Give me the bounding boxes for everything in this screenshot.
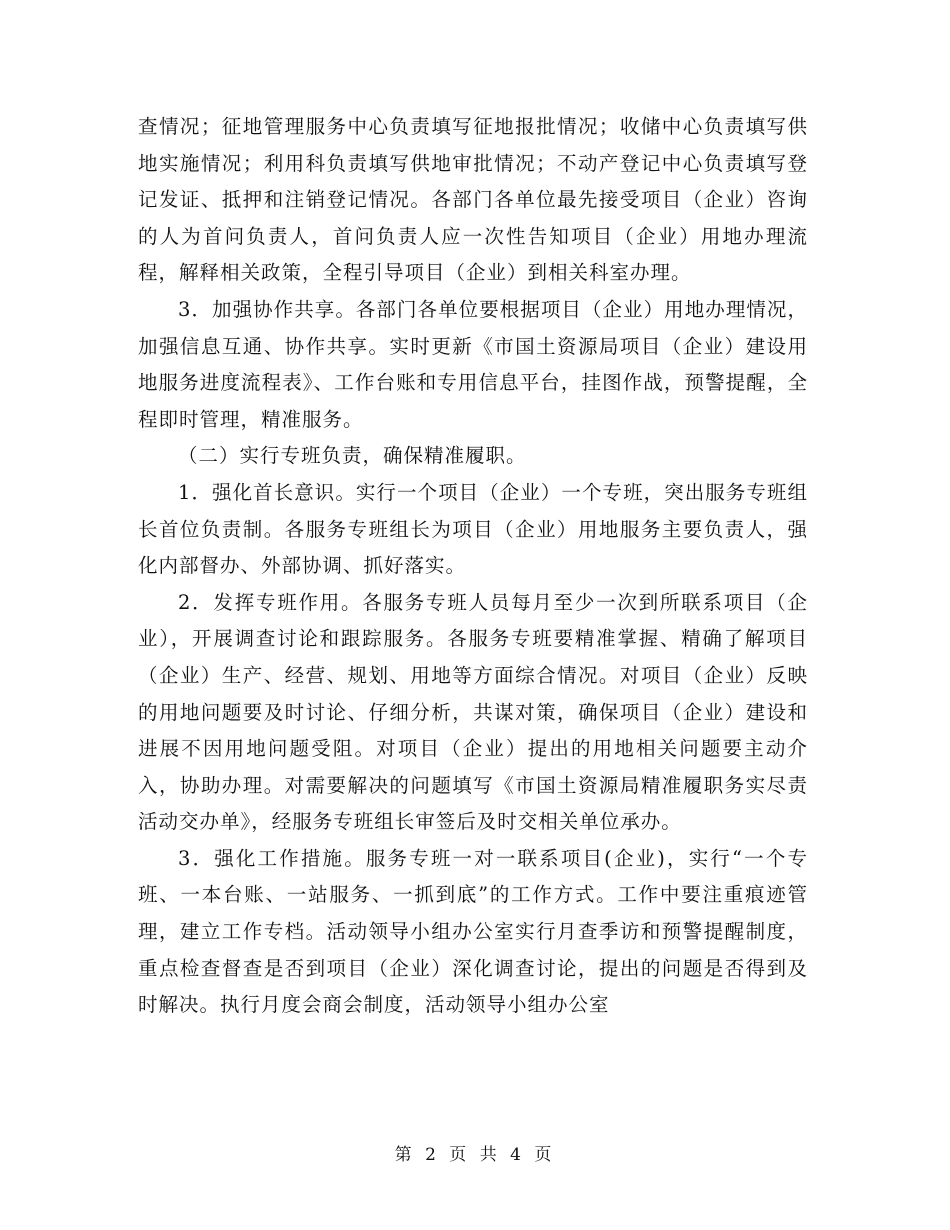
page-number-footer: 第 2 页 共 4 页 — [394, 1145, 556, 1165]
paragraph-3: 1．强化首长意识。实行一个项目（企业）一个专班，突出服务专班组长首位负责制。各服务专班组长为项目（企业）用地服务主要负责人，强化内部督办、外部协调、抓好落实。 — [138, 480, 808, 578]
paragraph-1: 查情况；征地管理服务中心负责填写征地报批情况；收储中心负责填写供地实施情况；利用科负责填写供地审批情况；不动产登记中心负责填写登记发证、抵押和注销登记情况。各部门各单位最先接受项目（企业）咨询的人为首问负责人，首问负责人应一次性告知项目（企业）用地办理流程，解释相关政策，全程引导项目（企业）到相关科室办理。 — [138, 115, 808, 285]
paragraph-2: 3．加强协作共享。各部门各单位要根据项目（企业）用地办理情况，加强信息互通、协作共享。实时更新《市国土资源局项目（企业）建设用地服务进度流程表》、工作台账和专用信息平台，挂图作战，预警提醒，全程即时管理，精准服务。 — [138, 297, 808, 431]
section-heading: （二）实行专班负责，确保精准履职。 — [178, 444, 527, 468]
paragraph-5: 3．强化工作措施。服务专班一对一联系项目(企业)，实行“一个专班、一本台账、一站服务、一抓到底”的工作方式。工作中要注重痕迹管理，建立工作专档。活动领导小组办公室实行月查季访和预警提醒制度，重点检查督查是否到项目（企业）深化调查讨论，提出的问题是否得到及时解决。执行月度会商会制度，活动领导小组办公室 — [138, 846, 808, 1017]
paragraph-4: 2．发挥专班作用。各服务专班人员每月至少一次到所联系项目（企业），开展调查讨论和跟踪服务。各服务专班要精准掌握、精确了解项目（企业）生产、经营、规划、用地等方面综合情况。对项目（企业）反映的用地问题要及时讨论、仔细分析，共谋对策，确保项目（企业）建设和进展不因用地问题受阻。对项目（企业）提出的用地相关问题要主动介入，协助办理。对需要解决的问题填写《市国土资源局精准履职务实尽责活动交办单》，经服务专班组长审签后及时交相关单位承办。 — [138, 590, 808, 834]
document-body — [138, 109, 808, 1024]
